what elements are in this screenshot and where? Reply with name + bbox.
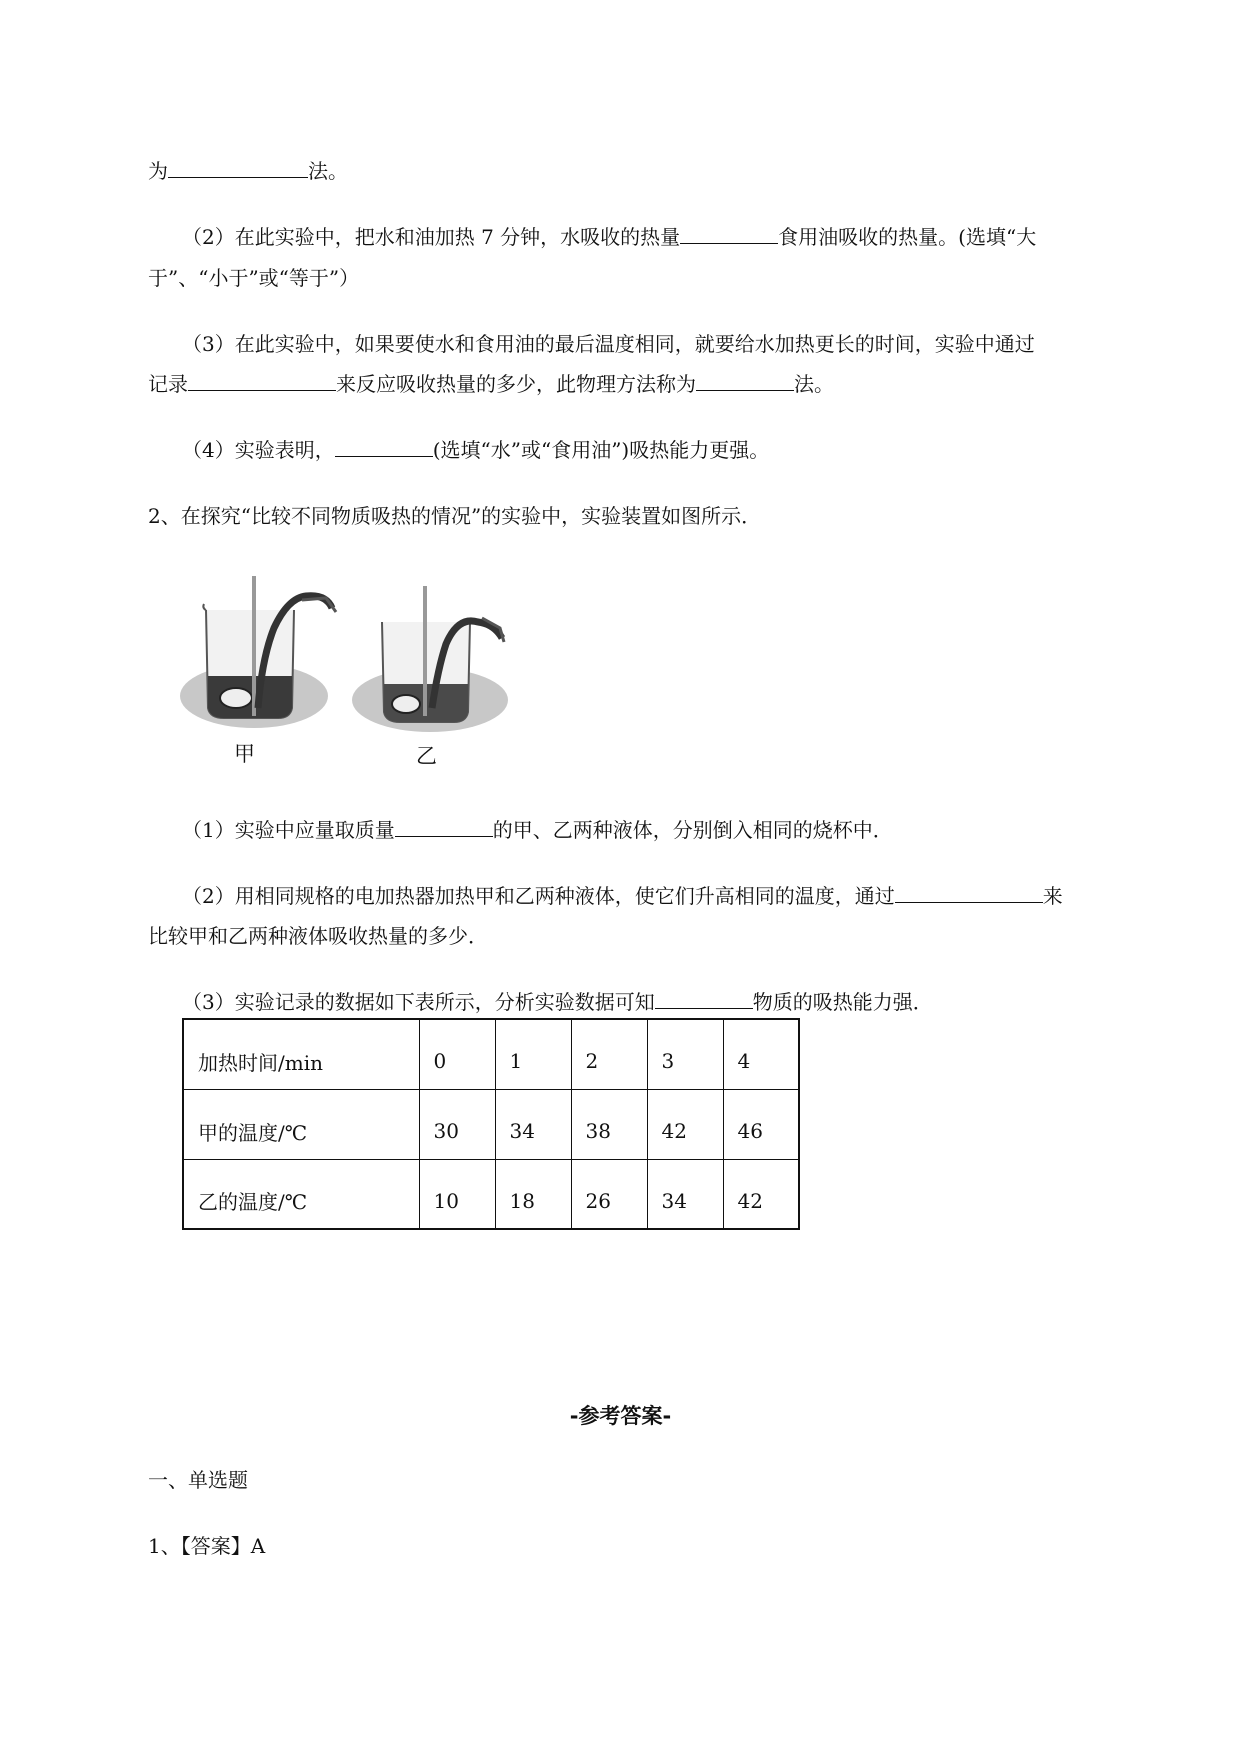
text-segment: 来 <box>1042 884 1063 908</box>
temperature-data-table <box>182 1018 800 1230</box>
section-heading: 一、单选题 <box>148 1468 248 1492</box>
answer-blank <box>895 882 1043 903</box>
table-row <box>183 1089 799 1159</box>
row-header: 加热时间/min <box>183 1019 419 1089</box>
text-segment: 记录 <box>148 372 188 396</box>
text-segment: 的甲、乙两种液体，分别倒入相同的烧杯中． <box>492 818 893 842</box>
table-cell: 18 <box>495 1159 571 1229</box>
table-cell: 30 <box>419 1089 495 1159</box>
q2-sub3 <box>182 988 933 1016</box>
table-cell: 4 <box>723 1019 799 1089</box>
answer-blank <box>655 988 753 1009</box>
table-cell: 0 <box>419 1019 495 1089</box>
table-cell: 42 <box>647 1089 723 1159</box>
beaker-yi <box>352 586 508 732</box>
q1-part3-line1: （3）在此实验中，如果要使水和食用油的最后温度相同，就要给水加热更长的时间，实验中通过 <box>182 332 1035 356</box>
table-row <box>183 1159 799 1229</box>
text-segment: （4）实验表明， <box>182 438 335 462</box>
text-segment: 为 <box>148 159 168 183</box>
q1-part3-line2 <box>148 370 834 398</box>
text-segment: （3）实验记录的数据如下表所示，分析实验数据可知 <box>182 990 655 1014</box>
text-segment: （2）用相同规格的电加热器加热甲和乙两种液体，使它们升高相同的温度，通过 <box>182 884 895 908</box>
text-segment: 来反应吸收热量的多少，此物理方法称为 <box>336 372 696 396</box>
table-cell: 46 <box>723 1089 799 1159</box>
q1-part2-line2: 于”、“小于”或“等于”） <box>148 266 360 290</box>
answer-blank <box>335 436 433 457</box>
q2-sub2-line2: 比较甲和乙两种液体吸收热量的多少． <box>148 924 488 948</box>
answer-blank <box>696 370 794 391</box>
answer-line: 1、【答案】A <box>148 1534 266 1558</box>
q1-part4 <box>182 436 769 464</box>
text-segment: （1）实验中应量取质量 <box>182 818 395 842</box>
table-cell: 34 <box>647 1159 723 1229</box>
text-segment: 物质的吸热能力强． <box>752 990 933 1014</box>
beaker-figure <box>176 568 566 778</box>
table-cell: 38 <box>571 1089 647 1159</box>
table-cell: 34 <box>495 1089 571 1159</box>
answers-title: -参考答案- <box>569 1404 672 1428</box>
q2-sub2-line1 <box>182 882 1063 910</box>
row-header: 乙的温度/℃ <box>183 1159 419 1229</box>
table-cell: 2 <box>571 1019 647 1089</box>
table-cell: 3 <box>647 1019 723 1089</box>
beaker-jia <box>180 576 336 728</box>
table-cell: 10 <box>419 1159 495 1229</box>
figure-label-yi: 乙 <box>416 744 437 768</box>
text-segment: (选填“水”或“食用油”)吸热能力更强。 <box>432 438 770 462</box>
q1-line-fill-1 <box>148 157 348 185</box>
figure-label-jia: 甲 <box>234 742 255 766</box>
text-segment: （2）在此实验中，把水和油加热 7 分钟，水吸收的热量 <box>182 225 681 249</box>
table-cell: 1 <box>495 1019 571 1089</box>
text-segment: 食用油吸收的热量。(选填“大 <box>778 225 1037 249</box>
table-cell: 42 <box>723 1159 799 1229</box>
answer-blank <box>680 223 778 244</box>
text-segment: 法。 <box>308 159 348 183</box>
q1-part2-line1 <box>182 223 1036 251</box>
q2-sub1 <box>182 816 893 844</box>
table-cell: 26 <box>571 1159 647 1229</box>
row-header: 甲的温度/℃ <box>183 1089 419 1159</box>
answer-blank <box>395 816 493 837</box>
answer-blank <box>188 370 336 391</box>
table-row <box>183 1019 799 1089</box>
text-segment: 法。 <box>794 372 834 396</box>
answer-blank <box>168 157 308 178</box>
q2-stem: 2、在探究“比较不同物质吸热的情况”的实验中，实验装置如图所示． <box>148 504 762 528</box>
